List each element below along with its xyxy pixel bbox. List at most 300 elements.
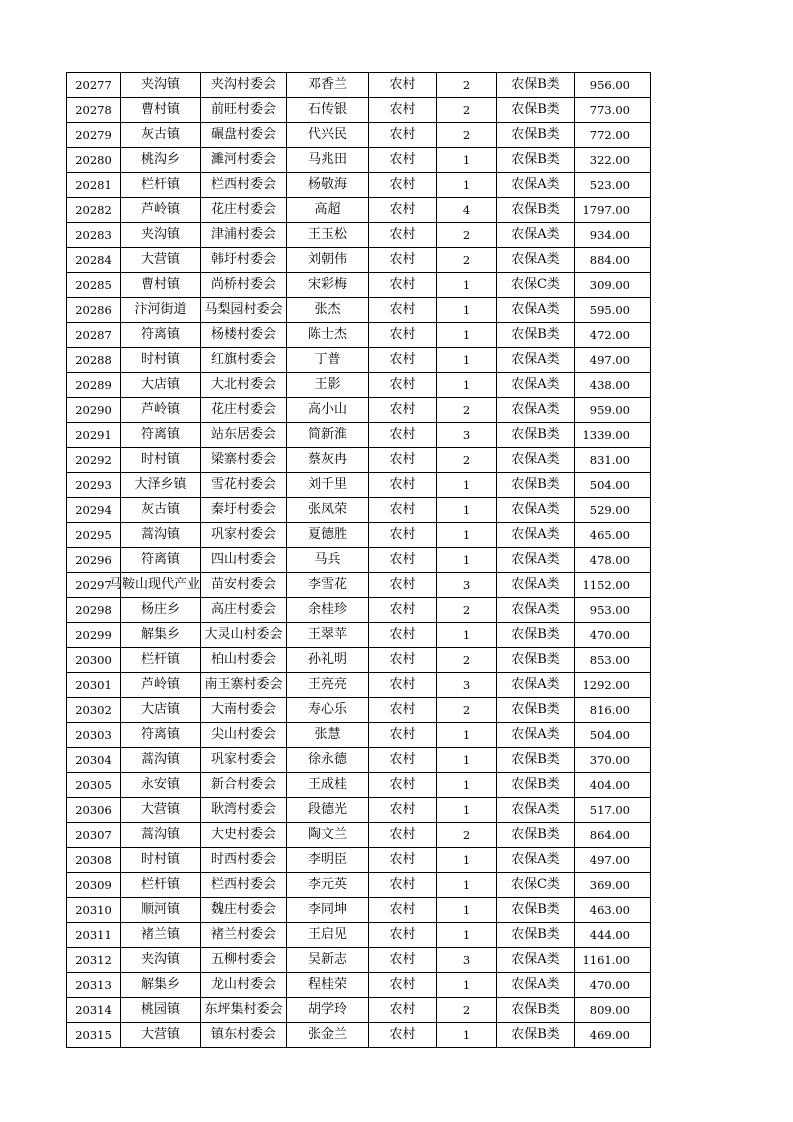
table-row xyxy=(67,198,651,223)
name-cell: 刘朝伟 xyxy=(287,248,369,273)
household-type-cell: 农村 xyxy=(369,598,437,623)
table-row xyxy=(67,1023,651,1048)
serial-number-cell: 20314 xyxy=(67,998,121,1023)
serial-number-cell: 20309 xyxy=(67,873,121,898)
household-type-cell: 农村 xyxy=(369,573,437,598)
table-row xyxy=(67,573,651,598)
household-size-cell: 1 xyxy=(437,298,497,323)
amount-cell: 773.00 xyxy=(575,98,651,123)
amount-cell: 595.00 xyxy=(575,298,651,323)
household-type-cell: 农村 xyxy=(369,98,437,123)
household-size-cell: 1 xyxy=(437,923,497,948)
insurance-category-cell: 农保A类 xyxy=(497,948,575,973)
village-committee-cell: 尖山村委会 xyxy=(201,723,287,748)
insurance-category-cell: 农保A类 xyxy=(497,573,575,598)
village-committee-cell: 柏山村委会 xyxy=(201,648,287,673)
insurance-category-cell: 农保B类 xyxy=(497,898,575,923)
household-type-cell: 农村 xyxy=(369,998,437,1023)
table-row xyxy=(67,348,651,373)
name-cell: 陶文兰 xyxy=(287,823,369,848)
amount-cell: 444.00 xyxy=(575,923,651,948)
town-cell: 符离镇 xyxy=(121,548,201,573)
village-committee-cell: 耿湾村委会 xyxy=(201,798,287,823)
serial-number-cell: 20293 xyxy=(67,473,121,498)
village-committee-cell: 雪花村委会 xyxy=(201,473,287,498)
town-cell: 永安镇 xyxy=(121,773,201,798)
table-row xyxy=(67,323,651,348)
household-type-cell: 农村 xyxy=(369,448,437,473)
insurance-category-cell: 农保B类 xyxy=(497,698,575,723)
insurance-category-cell: 农保A类 xyxy=(497,498,575,523)
table-row xyxy=(67,873,651,898)
table-row xyxy=(67,98,651,123)
household-size-cell: 2 xyxy=(437,223,497,248)
serial-number-cell: 20315 xyxy=(67,1023,121,1048)
insurance-category-cell: 农保A类 xyxy=(497,973,575,998)
town-cell: 曹村镇 xyxy=(121,273,201,298)
village-committee-cell: 褚兰村委会 xyxy=(201,923,287,948)
town-cell: 解集乡 xyxy=(121,973,201,998)
name-cell: 刘千里 xyxy=(287,473,369,498)
table-row xyxy=(67,148,651,173)
amount-cell: 470.00 xyxy=(575,623,651,648)
town-cell: 夹沟镇 xyxy=(121,223,201,248)
serial-number-cell: 20294 xyxy=(67,498,121,523)
household-size-cell: 3 xyxy=(437,948,497,973)
serial-number-cell: 20302 xyxy=(67,698,121,723)
town-cell: 符离镇 xyxy=(121,423,201,448)
household-size-cell: 1 xyxy=(437,173,497,198)
town-cell: 芦岭镇 xyxy=(121,198,201,223)
name-cell: 高超 xyxy=(287,198,369,223)
amount-cell: 1152.00 xyxy=(575,573,651,598)
name-cell: 余桂珍 xyxy=(287,598,369,623)
amount-cell: 438.00 xyxy=(575,373,651,398)
serial-number-cell: 20297 xyxy=(67,573,121,598)
village-committee-cell: 龙山村委会 xyxy=(201,973,287,998)
household-size-cell: 1 xyxy=(437,973,497,998)
insurance-category-cell: 农保B类 xyxy=(497,123,575,148)
serial-number-cell: 20292 xyxy=(67,448,121,473)
serial-number-cell: 20296 xyxy=(67,548,121,573)
serial-number-cell: 20279 xyxy=(67,123,121,148)
insurance-category-cell: 农保A类 xyxy=(497,848,575,873)
insurance-category-cell: 农保A类 xyxy=(497,723,575,748)
table-row xyxy=(67,698,651,723)
table-row xyxy=(67,398,651,423)
village-committee-cell: 苗安村委会 xyxy=(201,573,287,598)
table-row xyxy=(67,173,651,198)
serial-number-cell: 20282 xyxy=(67,198,121,223)
serial-number-cell: 20280 xyxy=(67,148,121,173)
household-type-cell: 农村 xyxy=(369,898,437,923)
name-cell: 宋彩梅 xyxy=(287,273,369,298)
insurance-category-cell: 农保B类 xyxy=(497,923,575,948)
amount-cell: 463.00 xyxy=(575,898,651,923)
table-row xyxy=(67,823,651,848)
town-cell: 大店镇 xyxy=(121,698,201,723)
name-cell: 徐永德 xyxy=(287,748,369,773)
amount-cell: 864.00 xyxy=(575,823,651,848)
household-type-cell: 农村 xyxy=(369,473,437,498)
table-row xyxy=(67,598,651,623)
town-cell: 时村镇 xyxy=(121,848,201,873)
name-cell: 王启见 xyxy=(287,923,369,948)
name-cell: 王亮亮 xyxy=(287,673,369,698)
serial-number-cell: 20285 xyxy=(67,273,121,298)
village-committee-cell: 南王寨村委会 xyxy=(201,673,287,698)
household-size-cell: 1 xyxy=(437,748,497,773)
serial-number-cell: 20283 xyxy=(67,223,121,248)
insurance-category-cell: 农保B类 xyxy=(497,198,575,223)
household-type-cell: 农村 xyxy=(369,123,437,148)
insurance-category-cell: 农保B类 xyxy=(497,823,575,848)
village-committee-cell: 大灵山村委会 xyxy=(201,623,287,648)
name-cell: 李元英 xyxy=(287,873,369,898)
amount-cell: 517.00 xyxy=(575,798,651,823)
amount-cell: 809.00 xyxy=(575,998,651,1023)
amount-cell: 959.00 xyxy=(575,398,651,423)
amount-cell: 884.00 xyxy=(575,248,651,273)
table-row xyxy=(67,298,651,323)
household-size-cell: 3 xyxy=(437,423,497,448)
amount-cell: 504.00 xyxy=(575,723,651,748)
serial-number-cell: 20304 xyxy=(67,748,121,773)
name-cell: 马兵 xyxy=(287,548,369,573)
insurance-category-cell: 农保A类 xyxy=(497,598,575,623)
village-committee-cell: 大北村委会 xyxy=(201,373,287,398)
name-cell: 马兆田 xyxy=(287,148,369,173)
village-committee-cell: 站东居委会 xyxy=(201,423,287,448)
town-cell: 栏杆镇 xyxy=(121,173,201,198)
town-cell: 马鞍山现代产业 xyxy=(121,573,201,598)
serial-number-cell: 20312 xyxy=(67,948,121,973)
amount-cell: 370.00 xyxy=(575,748,651,773)
name-cell: 孙礼明 xyxy=(287,648,369,673)
amount-cell: 404.00 xyxy=(575,773,651,798)
serial-number-cell: 20278 xyxy=(67,98,121,123)
table-row xyxy=(67,123,651,148)
serial-number-cell: 20306 xyxy=(67,798,121,823)
household-size-cell: 1 xyxy=(437,523,497,548)
town-cell: 芦岭镇 xyxy=(121,673,201,698)
household-type-cell: 农村 xyxy=(369,848,437,873)
village-committee-cell: 梁寨村委会 xyxy=(201,448,287,473)
insurance-category-cell: 农保A类 xyxy=(497,523,575,548)
town-cell: 芦岭镇 xyxy=(121,398,201,423)
town-cell: 符离镇 xyxy=(121,323,201,348)
table-row xyxy=(67,423,651,448)
village-committee-cell: 魏庄村委会 xyxy=(201,898,287,923)
insurance-category-cell: 农保B类 xyxy=(497,1023,575,1048)
household-size-cell: 1 xyxy=(437,623,497,648)
table-row xyxy=(67,623,651,648)
amount-cell: 529.00 xyxy=(575,498,651,523)
household-type-cell: 农村 xyxy=(369,423,437,448)
village-committee-cell: 红旗村委会 xyxy=(201,348,287,373)
household-type-cell: 农村 xyxy=(369,648,437,673)
household-size-cell: 2 xyxy=(437,123,497,148)
name-cell: 张凤荣 xyxy=(287,498,369,523)
table-row xyxy=(67,723,651,748)
household-type-cell: 农村 xyxy=(369,798,437,823)
household-size-cell: 4 xyxy=(437,198,497,223)
serial-number-cell: 20287 xyxy=(67,323,121,348)
town-cell: 栏杆镇 xyxy=(121,648,201,673)
insurance-category-cell: 农保A类 xyxy=(497,673,575,698)
name-cell: 张慧 xyxy=(287,723,369,748)
insurance-category-cell: 农保A类 xyxy=(497,548,575,573)
household-size-cell: 2 xyxy=(437,98,497,123)
name-cell: 王翠苹 xyxy=(287,623,369,648)
insurance-category-cell: 农保A类 xyxy=(497,798,575,823)
name-cell: 寿心乐 xyxy=(287,698,369,723)
household-size-cell: 1 xyxy=(437,148,497,173)
amount-cell: 934.00 xyxy=(575,223,651,248)
serial-number-cell: 20298 xyxy=(67,598,121,623)
name-cell: 王玉松 xyxy=(287,223,369,248)
town-cell: 解集乡 xyxy=(121,623,201,648)
table-row xyxy=(67,948,651,973)
village-committee-cell: 四山村委会 xyxy=(201,548,287,573)
village-committee-cell: 夹沟村委会 xyxy=(201,73,287,98)
household-type-cell: 农村 xyxy=(369,223,437,248)
household-size-cell: 1 xyxy=(437,373,497,398)
village-committee-cell: 巩家村委会 xyxy=(201,748,287,773)
serial-number-cell: 20300 xyxy=(67,648,121,673)
amount-cell: 956.00 xyxy=(575,73,651,98)
household-size-cell: 1 xyxy=(437,723,497,748)
serial-number-cell: 20303 xyxy=(67,723,121,748)
serial-number-cell: 20289 xyxy=(67,373,121,398)
insurance-category-cell: 农保B类 xyxy=(497,73,575,98)
name-cell: 简新淮 xyxy=(287,423,369,448)
household-type-cell: 农村 xyxy=(369,698,437,723)
household-size-cell: 2 xyxy=(437,648,497,673)
table-row xyxy=(67,373,651,398)
insurance-category-cell: 农保B类 xyxy=(497,998,575,1023)
household-size-cell: 2 xyxy=(437,73,497,98)
town-cell: 蒿沟镇 xyxy=(121,823,201,848)
town-cell: 大营镇 xyxy=(121,798,201,823)
household-size-cell: 1 xyxy=(437,1023,497,1048)
table-row xyxy=(67,973,651,998)
amount-cell: 816.00 xyxy=(575,698,651,723)
table-row xyxy=(67,848,651,873)
household-type-cell: 农村 xyxy=(369,673,437,698)
insurance-category-cell: 农保A类 xyxy=(497,373,575,398)
name-cell: 张金兰 xyxy=(287,1023,369,1048)
insurance-category-cell: 农保B类 xyxy=(497,148,575,173)
town-cell: 汴河街道 xyxy=(121,298,201,323)
amount-cell: 470.00 xyxy=(575,973,651,998)
table-row xyxy=(67,448,651,473)
town-cell: 桃园镇 xyxy=(121,998,201,1023)
town-cell: 夹沟镇 xyxy=(121,948,201,973)
table-row xyxy=(67,548,651,573)
village-committee-cell: 镇东村委会 xyxy=(201,1023,287,1048)
insurance-category-cell: 农保A类 xyxy=(497,348,575,373)
amount-cell: 831.00 xyxy=(575,448,651,473)
household-size-cell: 1 xyxy=(437,323,497,348)
household-type-cell: 农村 xyxy=(369,148,437,173)
serial-number-cell: 20299 xyxy=(67,623,121,648)
name-cell: 吴新志 xyxy=(287,948,369,973)
insurance-category-cell: 农保A类 xyxy=(497,173,575,198)
serial-number-cell: 20313 xyxy=(67,973,121,998)
name-cell: 代兴民 xyxy=(287,123,369,148)
town-cell: 夹沟镇 xyxy=(121,73,201,98)
household-size-cell: 2 xyxy=(437,698,497,723)
name-cell: 李雪花 xyxy=(287,573,369,598)
name-cell: 邓香兰 xyxy=(287,73,369,98)
name-cell: 张杰 xyxy=(287,298,369,323)
village-committee-cell: 津浦村委会 xyxy=(201,223,287,248)
name-cell: 陈士杰 xyxy=(287,323,369,348)
insurance-category-cell: 农保C类 xyxy=(497,873,575,898)
serial-number-cell: 20284 xyxy=(67,248,121,273)
serial-number-cell: 20301 xyxy=(67,673,121,698)
serial-number-cell: 20308 xyxy=(67,848,121,873)
insurance-category-cell: 农保B类 xyxy=(497,323,575,348)
village-committee-cell: 五柳村委会 xyxy=(201,948,287,973)
town-cell: 大泽乡镇 xyxy=(121,473,201,498)
town-cell: 时村镇 xyxy=(121,448,201,473)
household-size-cell: 2 xyxy=(437,398,497,423)
village-committee-cell: 马梨园村委会 xyxy=(201,298,287,323)
insurance-category-cell: 农保A类 xyxy=(497,223,575,248)
household-size-cell: 2 xyxy=(437,448,497,473)
town-cell: 符离镇 xyxy=(121,723,201,748)
insurance-category-cell: 农保B类 xyxy=(497,748,575,773)
serial-number-cell: 20286 xyxy=(67,298,121,323)
household-size-cell: 1 xyxy=(437,898,497,923)
table-row xyxy=(67,898,651,923)
table-row xyxy=(67,773,651,798)
table-row xyxy=(67,498,651,523)
village-committee-cell: 高庄村委会 xyxy=(201,598,287,623)
insurance-category-cell: 农保B类 xyxy=(497,648,575,673)
household-size-cell: 2 xyxy=(437,998,497,1023)
household-type-cell: 农村 xyxy=(369,498,437,523)
household-size-cell: 2 xyxy=(437,248,497,273)
household-type-cell: 农村 xyxy=(369,323,437,348)
town-cell: 蒿沟镇 xyxy=(121,748,201,773)
insurance-category-cell: 农保B类 xyxy=(497,423,575,448)
village-committee-cell: 秦圩村委会 xyxy=(201,498,287,523)
serial-number-cell: 20291 xyxy=(67,423,121,448)
household-size-cell: 2 xyxy=(437,823,497,848)
table-row xyxy=(67,223,651,248)
amount-cell: 772.00 xyxy=(575,123,651,148)
amount-cell: 497.00 xyxy=(575,848,651,873)
name-cell: 丁普 xyxy=(287,348,369,373)
household-type-cell: 农村 xyxy=(369,298,437,323)
village-committee-cell: 栏西村委会 xyxy=(201,873,287,898)
insurance-category-cell: 农保B类 xyxy=(497,473,575,498)
insurance-category-cell: 农保A类 xyxy=(497,298,575,323)
household-type-cell: 农村 xyxy=(369,348,437,373)
name-cell: 李明臣 xyxy=(287,848,369,873)
table-row xyxy=(67,248,651,273)
amount-cell: 953.00 xyxy=(575,598,651,623)
household-type-cell: 农村 xyxy=(369,548,437,573)
village-committee-cell: 前旺村委会 xyxy=(201,98,287,123)
town-cell: 杨庄乡 xyxy=(121,598,201,623)
household-type-cell: 农村 xyxy=(369,723,437,748)
town-cell: 大店镇 xyxy=(121,373,201,398)
household-size-cell: 1 xyxy=(437,498,497,523)
insurance-category-cell: 农保B类 xyxy=(497,773,575,798)
household-size-cell: 1 xyxy=(437,798,497,823)
village-committee-cell: 东坪集村委会 xyxy=(201,998,287,1023)
name-cell: 王成桂 xyxy=(287,773,369,798)
name-cell: 李同坤 xyxy=(287,898,369,923)
household-size-cell: 1 xyxy=(437,348,497,373)
table-row xyxy=(67,923,651,948)
village-committee-cell: 花庄村委会 xyxy=(201,398,287,423)
amount-cell: 369.00 xyxy=(575,873,651,898)
household-type-cell: 农村 xyxy=(369,523,437,548)
village-committee-cell: 新合村委会 xyxy=(201,773,287,798)
name-cell: 石传银 xyxy=(287,98,369,123)
amount-cell: 322.00 xyxy=(575,148,651,173)
household-type-cell: 农村 xyxy=(369,198,437,223)
village-committee-cell: 濉河村委会 xyxy=(201,148,287,173)
insurance-category-cell: 农保B类 xyxy=(497,623,575,648)
village-committee-cell: 巩家村委会 xyxy=(201,523,287,548)
household-type-cell: 农村 xyxy=(369,373,437,398)
town-cell: 顺河镇 xyxy=(121,898,201,923)
amount-cell: 472.00 xyxy=(575,323,651,348)
insurance-category-cell: 农保B类 xyxy=(497,98,575,123)
table-row xyxy=(67,748,651,773)
village-committee-cell: 栏西村委会 xyxy=(201,173,287,198)
serial-number-cell: 20295 xyxy=(67,523,121,548)
name-cell: 胡学玲 xyxy=(287,998,369,1023)
village-committee-cell: 韩圩村委会 xyxy=(201,248,287,273)
serial-number-cell: 20288 xyxy=(67,348,121,373)
household-type-cell: 农村 xyxy=(369,248,437,273)
village-committee-cell: 花庄村委会 xyxy=(201,198,287,223)
name-cell: 夏德胜 xyxy=(287,523,369,548)
household-type-cell: 农村 xyxy=(369,823,437,848)
village-committee-cell: 大南村委会 xyxy=(201,698,287,723)
household-type-cell: 农村 xyxy=(369,73,437,98)
household-type-cell: 农村 xyxy=(369,173,437,198)
village-committee-cell: 尚桥村委会 xyxy=(201,273,287,298)
table-row xyxy=(67,473,651,498)
household-size-cell: 1 xyxy=(437,473,497,498)
table-row xyxy=(67,998,651,1023)
insurance-category-cell: 农保C类 xyxy=(497,273,575,298)
household-size-cell: 1 xyxy=(437,873,497,898)
table-row xyxy=(67,648,651,673)
serial-number-cell: 20311 xyxy=(67,923,121,948)
name-cell: 高小山 xyxy=(287,398,369,423)
household-type-cell: 农村 xyxy=(369,948,437,973)
serial-number-cell: 20277 xyxy=(67,73,121,98)
table-row xyxy=(67,523,651,548)
household-size-cell: 1 xyxy=(437,273,497,298)
amount-cell: 309.00 xyxy=(575,273,651,298)
table-body xyxy=(67,73,651,1048)
town-cell: 桃沟乡 xyxy=(121,148,201,173)
town-cell: 栏杆镇 xyxy=(121,873,201,898)
amount-cell: 465.00 xyxy=(575,523,651,548)
table-row xyxy=(67,798,651,823)
amount-cell: 497.00 xyxy=(575,348,651,373)
